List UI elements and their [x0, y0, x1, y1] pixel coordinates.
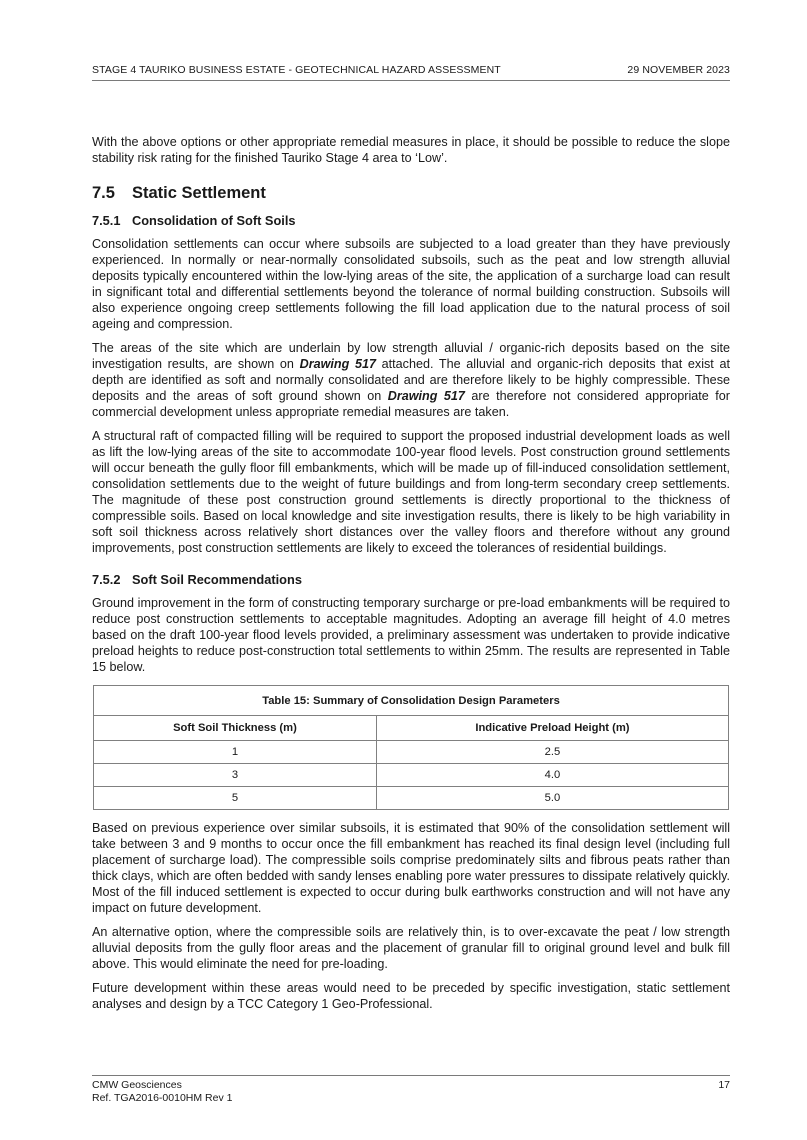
drawing-reference: Drawing 517 — [299, 357, 376, 371]
subsection-heading-1 — [92, 213, 730, 229]
consolidation-paragraph-2 — [92, 340, 730, 420]
recommendations-paragraph-3: An alternative option, where the compressible soils are relatively thin, is to over-excavate the peat / low strength alluvial deposits from the gully floor areas and the placement of granular fill to original ground level and bulk fill above. This would eliminate the need for pre-loading. — [92, 925, 730, 971]
subsection-number-1: 7.5.1 — [92, 213, 121, 228]
table-caption: Table 15: Summary of Consolidation Design Parameters — [94, 686, 729, 716]
subsection-title-2: Soft Soil Recommendations — [132, 572, 302, 587]
footer-reference: Ref. TGA2016-0010HM Rev 1 — [92, 1092, 233, 1104]
page-content — [92, 134, 730, 1020]
table-header-thickness: Soft Soil Thickness (m) — [94, 716, 377, 741]
table-row — [94, 764, 729, 787]
header-date: 29 NOVEMBER 2023 — [627, 64, 730, 76]
recommendations-paragraph-2: Based on previous experience over similar subsoils, it is estimated that 90% of the consolidation settlement will take between 3 and 9 months to occur once the fill embankment has reached its final design level (including full placement of surcharge load). The compressible soils comprise predominately silts and fibrous peats rather than thick clays, which are often bedded with sandy lenses enabling pore water pressures to dissipate relatively quickly. Most of the fill induced settlement is expected to occur during bulk earthworks construction and will not have any impact on future development. — [92, 821, 730, 915]
table-cell: 4.0 — [376, 764, 728, 787]
table-cell: 2.5 — [376, 741, 728, 764]
paragraph-text: The areas of the site which are underlain by low strength alluvial / organic-rich deposits based on the site investigation results, are shown on — [92, 341, 730, 371]
paragraph-text: attached. The alluvial and organic-rich deposits that exist at depth are identified as soft and normally consolidated and are therefore likely to be highly compressible. These deposits and the areas of soft ground shown on — [92, 357, 730, 403]
table-header-preload: Indicative Preload Height (m) — [376, 716, 728, 741]
subsection-heading-2 — [92, 572, 730, 588]
consolidation-table — [93, 685, 729, 810]
subsection-title-1: Consolidation of Soft Soils — [132, 213, 296, 228]
page-number: 17 — [718, 1079, 730, 1091]
drawing-reference: Drawing 517 — [387, 389, 465, 403]
consolidation-paragraph-1: Consolidation settlements can occur where subsoils are subjected to a load greater than they have previously experienced. In normally or near-normally consolidated subsoils, such as the peat and low strength alluvial deposits typically encountered within the low-lying areas of the site, the application of a surcharge load can result in significant total and differential settlements beyond the tolerance of normal building construction. Subsoils will also experience ongoing creep settlements following the fill load application due to the natural process of soil ageing and compression. — [92, 237, 730, 331]
section-heading — [92, 183, 730, 203]
section-number: 7.5 — [92, 184, 115, 202]
header-title: STAGE 4 TAURIKO BUSINESS ESTATE - GEOTECHNICAL HAZARD ASSESSMENT — [92, 64, 501, 76]
footer-company: CMW Geosciences — [92, 1079, 182, 1091]
table-cell: 5 — [94, 787, 377, 810]
table-cell: 1 — [94, 741, 377, 764]
table-row — [94, 741, 729, 764]
subsection-number-2: 7.5.2 — [92, 572, 121, 587]
table-cell: 5.0 — [376, 787, 728, 810]
paragraph-text: are therefore not considered appropriate for commercial development unless appropriate remedial measures are taken. — [92, 389, 730, 419]
page-header — [92, 64, 730, 81]
page-footer — [92, 1075, 730, 1105]
recommendations-paragraph-1: Ground improvement in the form of constructing temporary surcharge or pre-load embankments will be required to reduce post construction settlements to acceptable magnitudes. Adopting an average fill height of 4.0 metres based on the draft 100-year flood levels provided, a preliminary assessment was undertaken to provide indicative preload heights to reduce post-construction total settlements to within 25mm. The results are represented in Table 15 below. — [92, 596, 730, 674]
footer-left — [92, 1079, 232, 1105]
recommendations-paragraph-4: Future development within these areas would need to be preceded by specific investigation, static settlement analyses and design by a TCC Category 1 Geo-Professional. — [92, 981, 730, 1011]
consolidation-paragraph-3: A structural raft of compacted filling will be required to support the proposed industrial development loads as well as lift the low-lying areas of the site to accommodate 100-year flood levels. Post construction ground settlements will occur beneath the gully floor fill embankments, which will be made up of fill-induced consolidation settlement, consolidation settlements due to the weight of future buildings and from long-term secondary creep settlements. The magnitude of these post construction ground settlements is directly proportional to the thickness of compressible soils. Based on local knowledge and site investigation results, there is likely to be high variability in soft soil thickness across relatively short distances over the valley floors and therefore without any ground improvements, post construction settlements are likely to exceed the tolerances of residential buildings. — [92, 429, 730, 555]
intro-paragraph: With the above options or other appropriate remedial measures in place, it should be possible to reduce the slope stability risk rating for the finished Tauriko Stage 4 area to ‘Low’. — [92, 135, 730, 165]
table-row — [94, 787, 729, 810]
table-cell: 3 — [94, 764, 377, 787]
section-title: Static Settlement — [132, 184, 266, 202]
